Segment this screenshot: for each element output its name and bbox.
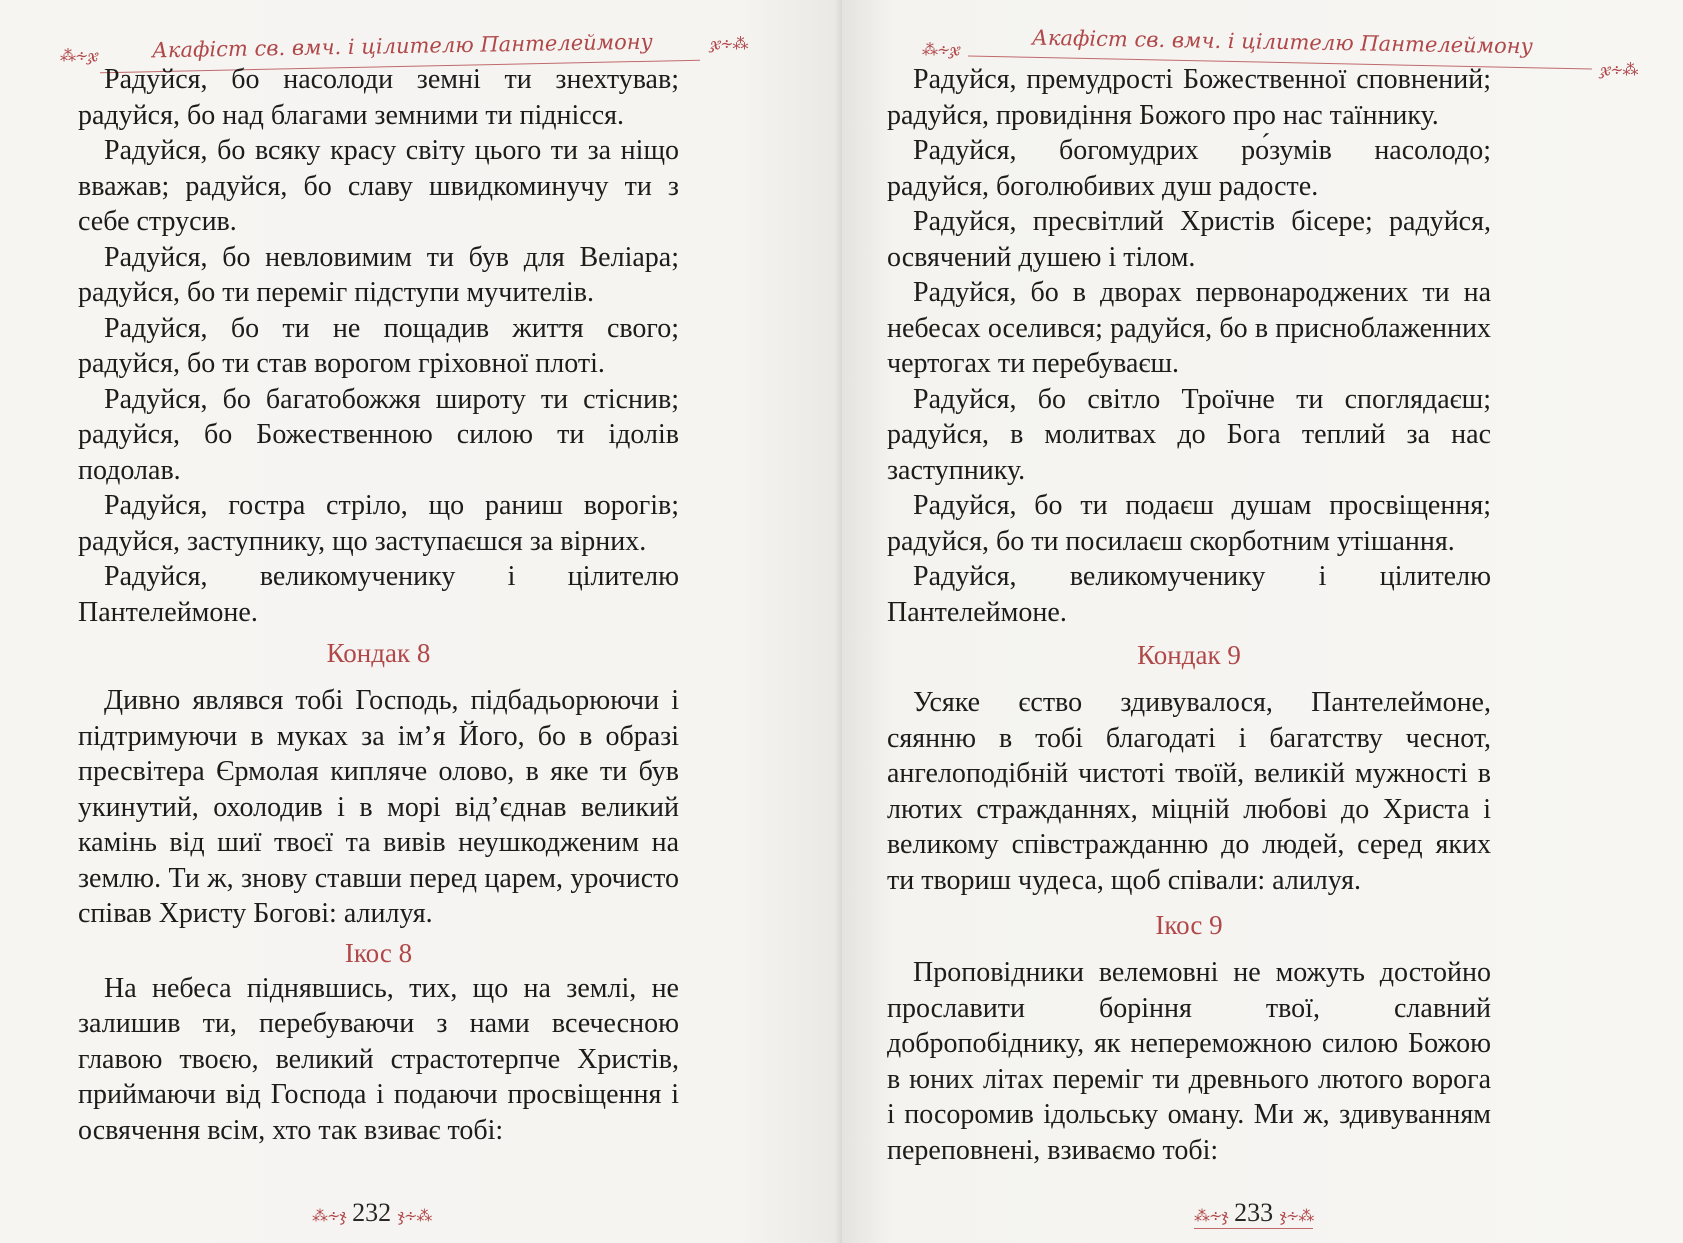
ikos-9-text: Проповідники велемовні не можуть достойно прославити боріння твої, славний добропобіднику, як непереможною силою Божою в юних літах переміг ти древнього лютого ворога і посоромив ідольську оману. Ми ж, здивуванням переповнені, взиваємо тобі: [887,957,1491,1166]
left-head-ornament-left: ⁂∻ჯ [60,46,98,65]
left-head-ornament-right: ჯ∻⁂ [710,34,748,53]
ikos-9-heading: Ікос 9 [1155,910,1223,940]
right-body-text [887,62,1491,1168]
ikos-8-text: На небеса піднявшись, тих, що на землі, не залишив ти, перебуваючи з нами всечесною главою твоєю, великий страстотерпче Христів, приймаючи від Господа і подаючи просвіщення і освячення всім, хто так взиває тобі: [78,972,679,1146]
kondak-8-heading: Кондак 8 [326,638,431,668]
left-paragraph: Радуйся, бо ти не пощадив життя свого; радуйся, бо ти став ворогом гріховної плоті. [78,312,679,379]
right-head-ornament-right: ჯ∻⁂ [1600,60,1638,79]
left-running-head-title: Акафіст св. вмч. і цілителю Пантелеймону [151,29,653,63]
right-page-number: 233 [1234,1198,1274,1227]
right-paragraph: Радуйся, бо в дворах первонароджених ти на небесах оселився; радуйся, бо в присноблаженних чертогах ти перебуваєш. [887,277,1491,379]
right-paragraph: Радуйся, великомученику і цілителю Пантелеймоне. [887,561,1491,628]
kondak-9-text: Усяке єство здивувалося, Пантелеймоне, сяянню в тобі благодаті і багатству чеснот, ангелоподібній чистоті твоїй, великій мужності в лютих стражданнях, міцній любові до Христа і великому співстражданню до людей, серед яких ти твориш чудеса, щоб співали: алилуя. [887,687,1491,896]
ikos-8-heading: Ікос 8 [344,937,413,968]
left-paragraph: Радуйся, великомученику і цілителю Пантелеймоне. [78,561,679,628]
left-paragraph: Радуйся, бо багатобожжя широту ти стіснив; радуйся, бо Божественною силою ти ідолів подолав. [78,383,679,486]
left-paragraph: Радуйся, бо невловимим ти був для Веліара; радуйся, бо ти переміг підступи мучителів. [78,241,679,308]
kondak-8-text: Дивно являвся тобі Господь, підбадьорюючи і підтримуючи в муках за ім’я Його, бо в образі пресвітера Єрмолая кипляче олово, в яке ти був укинутий, охолодив і в морі від’єднав великий камінь від шиї твоєї та вивів неушкодженим на землю. Ти ж, знову ставши перед царем, урочисто співав Христу Богові: алилуя. [78,685,679,929]
right-page [842,0,1683,1243]
left-footer-ornament-right: ჯ∻⁂ [397,1208,432,1225]
right-paragraph: Радуйся, пресвітлий Христів бісере; радуйся, освячений душею і тілом. [887,206,1491,273]
left-footer-ornament-left: ⁂∻ჯ [312,1208,346,1225]
right-paragraph: Радуйся, премудрості Божественної сповнений; радуйся, провидіння Божого про нас таїннику. [887,64,1491,131]
left-page-footer [312,1198,431,1228]
right-paragraph: Радуйся, бо ти подаєш душам просвіщення; радуйся, бо ти посилаєш скорботним утішання. [887,490,1491,557]
right-paragraph: Радуйся, богомудрих ро́зумів насолодо; радуйся, боголюбивих душ радосте. [887,135,1491,202]
right-page-footer [1194,1198,1313,1229]
right-head-ornament-left: ⁂∻ჯ [922,40,960,59]
right-paragraph: Радуйся, бо світло Троїчне ти споглядаєш; радуйся, в молитвах до Бога теплий за нас заступнику. [887,383,1491,486]
right-running-head-title: Акафіст св. вмч. і цілителю Пантелеймону [1031,25,1533,59]
left-paragraph: Радуйся, бо насолоди земні ти знехтував; радуйся, бо над благами земними ти піднісся. [78,64,679,131]
left-paragraph: Радуйся, бо всяку красу світу цього ти за ніщо вважав; радуйся, бо славу швидкоминучу ти з себе струсив. [78,135,679,237]
left-page [0,0,840,1243]
left-body-text [78,62,679,1148]
left-paragraph: Радуйся, гостра стріло, що раниш ворогів; радуйся, заступнику, що заступаєшся за вірних. [78,490,679,557]
right-footer-ornament-left: ⁂∻ჯ [1194,1208,1228,1225]
kondak-9-heading: Кондак 9 [1137,640,1241,670]
left-page-number: 232 [352,1198,392,1227]
right-footer-ornament-right: ჯ∻⁂ [1279,1208,1314,1225]
